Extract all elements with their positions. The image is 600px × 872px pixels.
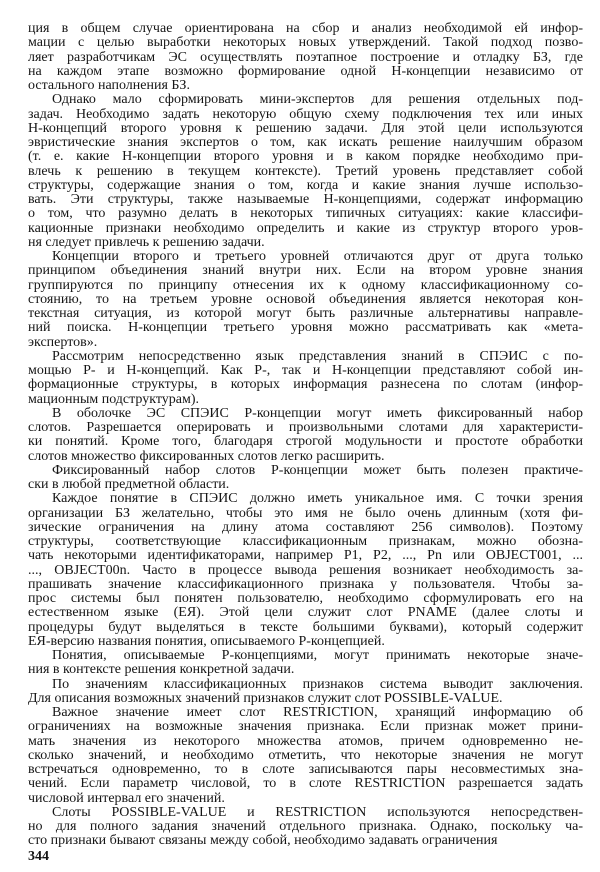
text-line: Однако мало сформировать мини-экспертов для решения отдельных под- xyxy=(52,92,583,108)
text-line: (т. е. какие Н-концепции второго уровня и в каком порядке необходимо при- xyxy=(28,149,583,165)
paragraph xyxy=(28,464,583,493)
text-line: Важное значение имеет слот RESTRICTION, хранящий информацию об xyxy=(52,705,583,720)
text-line: но для полного задания значений отдельного признака. Однако, поскольку ча- xyxy=(28,819,583,834)
text-line: встречаться одновременно, то в слоте записываются пары несовместимых зна- xyxy=(28,762,583,777)
text-line: мационным подструктурам). xyxy=(28,391,200,407)
text-line: формационные структуры, в которых информация разнесена по слотам (инфор- xyxy=(28,377,583,393)
text-line: числовой интервал его значений. xyxy=(28,790,225,806)
text-line: принципом объединения знаний внутри них. Если на втором уровне знания xyxy=(28,263,583,279)
text-line: мощью Р- и Н-концепций. Как Р-, так и Н-концепции представляют собой ин- xyxy=(28,363,583,378)
text-line: чений. Если параметр числовой, то в слоте RESTRICTION разрешается задать xyxy=(28,776,583,792)
text-line: Концепции второго и третьего уровней отличаются друг от друга только xyxy=(52,249,583,264)
text-line: текстная ситуация, из которой могут быть различные альтернативы направле- xyxy=(28,306,583,321)
text-line: ция в общем случае ориентирована на сбор и анализ необходимой ей инфор- xyxy=(28,21,583,36)
paragraph xyxy=(28,250,583,350)
text-line: влечь к решению в текущем контексте). Третий уровень представляет собой xyxy=(28,163,583,179)
text-line: естественном языке (ЕЯ). Этой цели служит слот PNAME (далее слоты и xyxy=(28,605,583,621)
text-line: ний поиска. Н-концепции третьего уровня можно рассматривать как «мета- xyxy=(28,320,583,336)
text-line: группируются по принципу отнесения их к одному классификационному со- xyxy=(28,277,583,293)
text-line: В оболочке ЭС СПЭИС Р-концепции могут иметь фиксированный набор xyxy=(52,405,583,421)
text-line: о том, что разумно делать в некоторых типичных ситуациях: какие классифи- xyxy=(28,206,583,222)
text-line: слотов множество фиксированных слотов легко расширить. xyxy=(28,448,385,464)
text-line: Слоты POSSIBLE-VALUE и RESTRICTION используются непосредствен- xyxy=(52,804,583,820)
text-line: ски в любой предметной области. xyxy=(28,477,230,492)
paragraph xyxy=(28,678,583,707)
text-line: Каждое понятие в СПЭИС должно иметь уникальное имя. С точки зрения xyxy=(52,491,583,507)
text-line: Фиксированный набор слотов Р-концепции может быть полезен практиче- xyxy=(52,462,583,478)
text-line: ния в контексте решения конкретной задачи. xyxy=(28,662,295,678)
paragraph xyxy=(28,649,583,678)
text-line: зические ограничения на длину атома составляют 256 символов). Поэтому xyxy=(28,519,583,535)
text-line: Понятия, описываемые Р-концепциями, могут принимать некоторые значе- xyxy=(52,648,583,663)
text-line: мации с целью выработки некоторых новых утверждений. Такой подход позво- xyxy=(28,35,583,51)
paragraph xyxy=(28,492,583,649)
text-line: кационные признаки необходимо определить и какие из структур второго уров- xyxy=(28,220,583,236)
text-line: слотов. Разрешается оперировать и произвольными слотами для характеристи- xyxy=(28,420,583,435)
text-line: процедуры будут выделяться в тексте большими буквами), который содержит xyxy=(28,619,583,635)
text-line: структуры, содержащие знания о том, когда и какие знания лучше использо- xyxy=(28,177,583,193)
text-line: Для описания возможных значений признаков служит слот POSSIBLE-VALUE. xyxy=(28,690,503,706)
text-line: ЕЯ-версию названия понятия, описываемого Р-концепцией. xyxy=(28,633,385,649)
text-line: экспертов». xyxy=(28,334,98,350)
text-line: вать. Эти структуры, также называемые Н-концепциями, содержат информацию xyxy=(28,192,583,207)
text-line: Рассмотрим непосредственно язык представления знаний в СПЭИС с по- xyxy=(52,348,583,364)
text-line: прос системы был понятен пользователю, необходимо сформулировать его на xyxy=(28,591,583,606)
paragraph xyxy=(28,93,583,250)
text-line: чать некоторыми идентификаторами, например P1, P2, ..., Pn или OBJECT001, ... xyxy=(28,548,583,564)
text-line: ограничениях на возможные значения признака. Если признак может прини- xyxy=(28,719,583,735)
text-line: ки понятий. Кроме того, благодаря строгой модульности и простоте обработки xyxy=(28,434,583,450)
text-line: ..., OBJECT00n. Часто в процессе вывода решения возникает необходимость за- xyxy=(28,562,583,578)
text-line: структуры, соответствующие классификационным признакам, можно обозна- xyxy=(28,534,583,549)
text-line: Н-концепций второго уровня к решению задачи. Для этой цели используются xyxy=(28,120,583,136)
text-line: ляет разработчикам ЭС осуществлять поэтапное построение и отладку БЗ, где xyxy=(28,49,583,65)
text-line: прашивать значение классификационного признака у пользователя. Чтобы за- xyxy=(28,576,583,592)
paragraph xyxy=(28,407,583,464)
text-line: сколько значений, и необходимо отметить, что некоторые значения не могут xyxy=(28,747,583,763)
text-line: на каждом этапе возможно формирование одной Н-концепции независимо от xyxy=(28,63,583,79)
text-line: мать значения из некоторого множества атомов, причем одновременно не- xyxy=(28,733,583,749)
text-line: ня следует привлечь к решению задачи. xyxy=(28,234,265,250)
text-line: стоянию, то на третьем уровне основой объединения является некоторая кон- xyxy=(28,291,583,307)
paragraph xyxy=(28,706,583,806)
text-line: По значениям классификационных признаков система выводит заключения. xyxy=(52,676,583,692)
paragraph xyxy=(28,350,583,407)
text-line: задач. Необходимо задать некоторую общую схему подключения тех или иных xyxy=(28,106,583,122)
paragraph xyxy=(28,22,583,93)
text-line: остального наполнения БЗ. xyxy=(28,78,190,93)
page-number: 344 xyxy=(28,849,49,864)
paragraph xyxy=(28,806,583,849)
text-line: организации БЗ желательно, чтобы это имя не было очень длинным (хотя фи- xyxy=(28,505,583,521)
text-line: эвристические знания экспертов о том, как искать решение наилучшим образом xyxy=(28,135,583,150)
text-line: сто признаки бывают связаны между собой, необходимо задавать ограничения xyxy=(28,833,498,849)
page-body xyxy=(28,22,583,849)
